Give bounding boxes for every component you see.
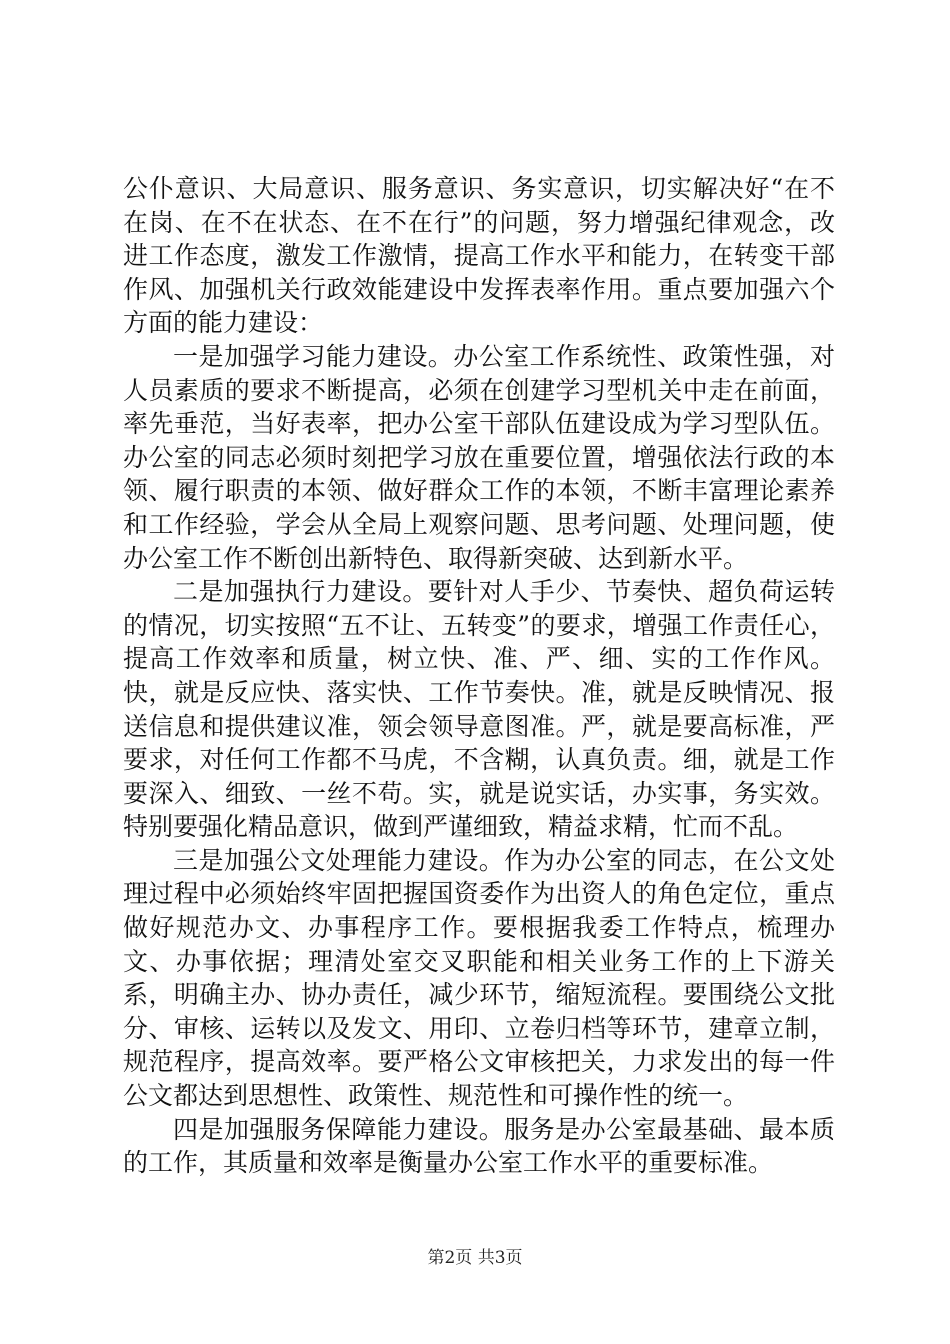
page-footer	[0, 1243, 950, 1268]
paragraph-execution: 二是加强执行力建设。要针对人手少、节奏快、超负荷运转的情况，切实按照“五不让、五转变”的要求，增强工作责任心，提高工作效率和质量，树立快、准、严、细、实的工作作风。快，就是反应快、落实快、工作节奏快。准，就是反映情况、报送信息和提供建议准，领会领导意图准。严，就是要高标准，严要求，对任何工作都不马虎，不含糊，认真负责。细，就是工作要深入、细致、一丝不苟。实，就是说实话，办实事，务实效。特别要强化精品意识，做到严谨细致，精益求精，忙而不乱。	[123, 577, 835, 842]
document-body	[123, 172, 835, 1180]
paragraph-service-support: 四是加强服务保障能力建设。服务是办公室最基础、最本质的工作，其质量和效率是衡量办公室工作水平的重要标准。	[123, 1114, 835, 1178]
page-total: 共3页	[477, 1248, 523, 1268]
paragraph-continuation: 公仆意识、大局意识、服务意识、务实意识，切实解决好“在不在岗、在不在状态、在不在行”的问题，努力增强纪律观念，改进工作态度，激发工作激情，提高工作水平和能力，在转变干部作风、加强机关行政效能建设中发挥表率作用。重点要加强六个方面的能力建设：	[123, 174, 835, 338]
page-number: 第2页	[427, 1248, 473, 1268]
paragraph-learning-ability: 一是加强学习能力建设。办公室工作系统性、政策性强，对人员素质的要求不断提高，必须在创建学习型机关中走在前面，率先垂范，当好表率，把办公室干部队伍建设成为学习型队伍。办公室的同志必须时刻把学习放在重要位置，增强依法行政的本领、履行职责的本领、做好群众工作的本领，不断丰富理论素养和工作经验，学会从全局上观察问题、思考问题、处理问题，使办公室工作不断创出新特色、取得新突破、达到新水平。	[123, 341, 835, 573]
paragraph-document-processing: 三是加强公文处理能力建设。作为办公室的同志，在公文处理过程中必须始终牢固把握国资委作为出资人的角色定位，重点做好规范办文、办事程序工作。要根据我委工作特点，梳理办文、办事依据；理清处室交叉职能和相关业务工作的上下游关系，明确主办、协办责任，减少环节，缩短流程。要围绕公文批分、审核、运转以及发文、用印、立卷归档等环节，建章立制，规范程序，提高效率。要严格公文审核把关，力求发出的每一件公文都达到思想性、政策性、规范性和可操作性的统一。	[123, 845, 835, 1111]
